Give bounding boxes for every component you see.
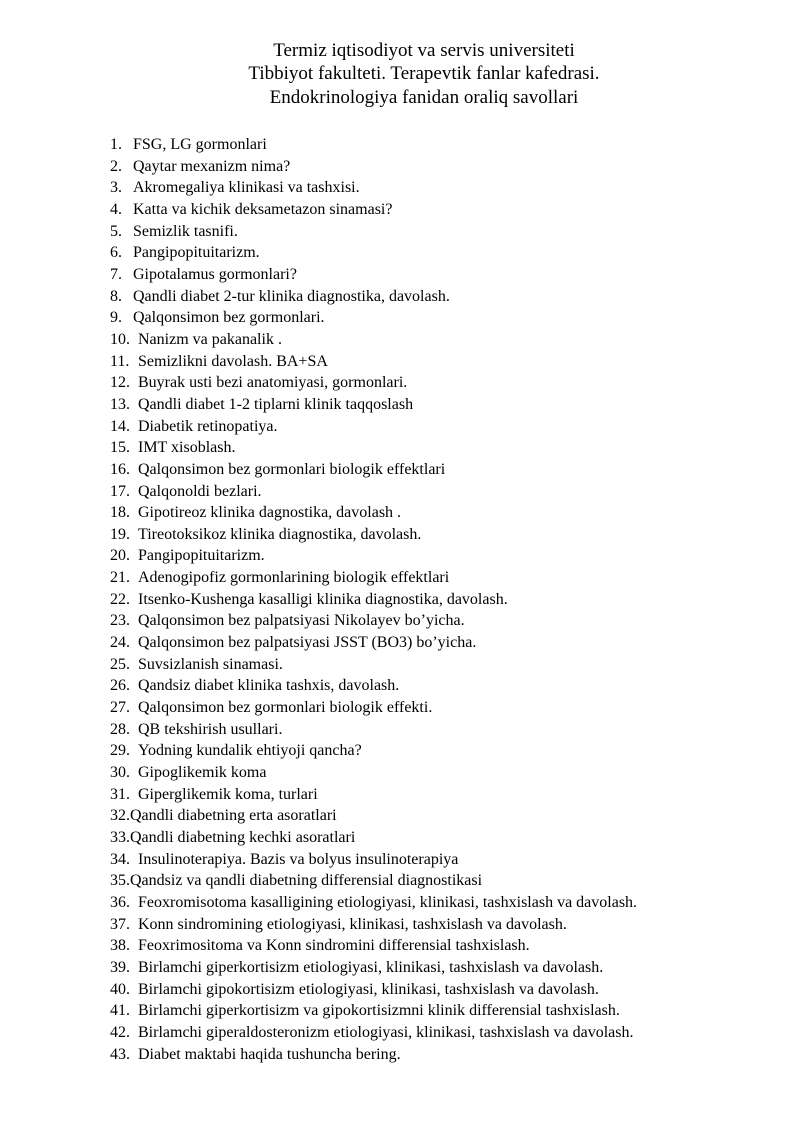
item-text: Qalqonsimon bez gormonlari biologik effektlari bbox=[138, 460, 446, 478]
item-number: 15. bbox=[110, 439, 130, 457]
item-number: 13. bbox=[110, 395, 130, 413]
item-text: Konn sindromining etiologiyasi, klinikasi, tashxislash va davolash. bbox=[138, 915, 567, 933]
item-text: Qalqonsimon bez palpatsiyasi JSST (BO3) bo’yicha. bbox=[138, 634, 477, 652]
item-number: 30. bbox=[110, 764, 130, 782]
item-text: Giperglikemik koma, turlari bbox=[138, 785, 318, 803]
item-text: Adenogipofiz gormonlarining biologik effektlari bbox=[138, 569, 450, 587]
list-item bbox=[110, 740, 637, 762]
item-text: Insulinoterapiya. Bazis va bolyus insulinoterapiya bbox=[138, 850, 459, 868]
item-text: Qandli diabetning erta asoratlari bbox=[130, 807, 337, 825]
item-number: 33. bbox=[110, 829, 130, 846]
item-number: 26. bbox=[110, 677, 130, 695]
list-item bbox=[110, 719, 637, 741]
item-text: IMT xisoblash. bbox=[138, 439, 236, 457]
item-text: Itsenko-Kushenga kasalligi klinika diagnostika, davolash. bbox=[138, 590, 508, 608]
list-item bbox=[110, 459, 637, 481]
item-number: 10. bbox=[110, 330, 130, 348]
list-item bbox=[110, 1022, 637, 1044]
list-item bbox=[110, 242, 637, 264]
faculty-department: Tibbiyot fakulteti. Terapevtik fanlar kafedrasi. bbox=[248, 63, 600, 85]
item-text: Qaytar mexanizm nima? bbox=[133, 157, 291, 175]
list-item bbox=[110, 567, 637, 589]
list-item bbox=[110, 762, 637, 784]
item-number: 5. bbox=[110, 222, 122, 240]
item-text: Diabetik retinopatiya. bbox=[138, 417, 278, 435]
item-text: Semizlik tasnifi. bbox=[133, 222, 238, 240]
list-item bbox=[110, 675, 637, 697]
list-item bbox=[110, 610, 637, 632]
item-number: 35. bbox=[110, 872, 130, 890]
list-item bbox=[110, 264, 637, 286]
item-number: 12. bbox=[110, 374, 130, 392]
list-item bbox=[110, 697, 637, 719]
item-text: Qalqonsimon bez gormonlari biologik effekti. bbox=[138, 699, 433, 717]
item-number: 42. bbox=[110, 1023, 130, 1041]
list-item bbox=[110, 935, 637, 957]
list-item bbox=[110, 870, 637, 892]
list-item bbox=[110, 914, 637, 936]
list-item bbox=[110, 654, 637, 676]
item-text: Birlamchi giperaldosteronizm etiologiyasi, klinikasi, tashxislash va davolash. bbox=[138, 1023, 634, 1041]
list-item bbox=[110, 221, 637, 243]
list-item bbox=[110, 1000, 637, 1022]
question-list bbox=[110, 134, 637, 1065]
item-text: Nanizm va pakanalik . bbox=[138, 330, 282, 348]
list-item bbox=[110, 437, 637, 459]
item-number: 21. bbox=[110, 569, 130, 587]
item-text: FSG, LG gormonlari bbox=[133, 136, 267, 153]
list-item bbox=[110, 805, 637, 827]
item-number: 8. bbox=[110, 287, 122, 305]
item-number: 9. bbox=[110, 309, 122, 327]
item-text: Feoxromisotoma kasalligining etiologiyasi, klinikasi, tashxislash va davolash. bbox=[138, 893, 638, 911]
item-number: 39. bbox=[110, 958, 130, 976]
item-text: Birlamchi gipokortisizm etiologiyasi, klinikasi, tashxislash va davolash. bbox=[138, 980, 599, 998]
item-number: 11. bbox=[110, 352, 130, 370]
item-number: 6. bbox=[110, 244, 122, 262]
list-item bbox=[110, 286, 637, 308]
document-header bbox=[0, 39, 800, 109]
item-text: Katta va kichik deksametazon sinamasi? bbox=[133, 200, 393, 218]
item-text: Qalqonsimon bez gormonlari. bbox=[133, 309, 325, 327]
list-item bbox=[110, 827, 637, 849]
item-number: 2. bbox=[110, 157, 122, 175]
list-item bbox=[110, 199, 637, 221]
item-number: 14. bbox=[110, 417, 130, 435]
list-item bbox=[110, 849, 637, 871]
item-text: Qandsiz diabet klinika tashxis, davolash. bbox=[138, 677, 400, 695]
list-item bbox=[110, 502, 637, 524]
list-item bbox=[110, 372, 637, 394]
item-number: 36. bbox=[110, 893, 130, 911]
item-number: 31. bbox=[110, 785, 130, 803]
item-number: 20. bbox=[110, 547, 130, 565]
item-text: Feoxrimositoma va Konn sindromini differensial tashxislash. bbox=[138, 937, 530, 955]
list-item bbox=[110, 134, 637, 156]
item-number: 18. bbox=[110, 504, 130, 522]
list-item bbox=[110, 394, 637, 416]
list-item bbox=[110, 416, 637, 438]
item-text: Birlamchi giperkortisizm etiologiyasi, klinikasi, tashxislash va davolash. bbox=[138, 958, 604, 976]
list-item bbox=[110, 784, 637, 806]
item-text: Qandli diabet 1-2 tiplarni klinik taqqoslash bbox=[138, 395, 414, 413]
item-text: Gipotalamus gormonlari? bbox=[133, 265, 297, 283]
list-item bbox=[110, 1044, 637, 1066]
item-number: 43. bbox=[110, 1045, 130, 1063]
list-item bbox=[110, 589, 637, 611]
item-text: Pangipopituitarizm. bbox=[138, 547, 265, 565]
list-item bbox=[110, 979, 637, 1001]
list-item bbox=[110, 957, 637, 979]
item-text: Gipotireoz klinika dagnostika, davolash . bbox=[138, 504, 402, 522]
item-text: Buyrak usti bezi anatomiyasi, gormonlari. bbox=[138, 374, 408, 392]
item-number: 23. bbox=[110, 612, 130, 630]
list-item bbox=[110, 307, 637, 329]
item-text: Akromegaliya klinikasi va tashxisi. bbox=[133, 179, 360, 197]
item-number: 4. bbox=[110, 200, 122, 218]
item-text: Tireotoksikoz klinika diagnostika, davolash. bbox=[138, 525, 422, 543]
item-text: Qandli diabetning kechki asoratlari bbox=[130, 829, 356, 846]
item-text: Qandsiz va qandli diabetning differensial diagnostikasi bbox=[130, 872, 483, 890]
item-number: 29. bbox=[110, 742, 130, 760]
list-item bbox=[110, 351, 637, 373]
list-item bbox=[110, 329, 637, 351]
item-number: 1. bbox=[110, 136, 122, 153]
item-text: Gipoglikemik koma bbox=[138, 764, 267, 782]
list-item bbox=[110, 481, 637, 503]
list-item bbox=[110, 632, 637, 654]
item-number: 7. bbox=[110, 265, 122, 283]
item-number: 19. bbox=[110, 525, 130, 543]
item-text: Pangipopituitarizm. bbox=[133, 244, 260, 262]
item-text: Yodning kundalik ehtiyoji qancha? bbox=[138, 742, 362, 760]
item-number: 17. bbox=[110, 482, 130, 500]
item-number: 24. bbox=[110, 634, 130, 652]
list-item bbox=[110, 156, 637, 178]
item-number: 22. bbox=[110, 590, 130, 608]
item-number: 27. bbox=[110, 699, 130, 717]
item-text: Birlamchi giperkortisizm va gipokortisizmni klinik differensial tashxislash. bbox=[138, 1002, 620, 1020]
item-number: 41. bbox=[110, 1002, 130, 1020]
list-item bbox=[110, 177, 637, 199]
item-number: 38. bbox=[110, 937, 130, 955]
list-item bbox=[110, 892, 637, 914]
item-text: Qalqonoldi bezlari. bbox=[138, 482, 262, 500]
item-number: 16. bbox=[110, 460, 130, 478]
item-text: Qalqonsimon bez palpatsiyasi Nikolayev bo’yicha. bbox=[138, 612, 465, 630]
list-item bbox=[110, 524, 637, 546]
item-number: 25. bbox=[110, 655, 130, 673]
item-text: Suvsizlanish sinamasi. bbox=[138, 655, 283, 673]
item-text: Qandli diabet 2-tur klinika diagnostika, davolash. bbox=[133, 287, 450, 305]
item-text: QB tekshirish usullari. bbox=[138, 720, 283, 738]
item-number: 40. bbox=[110, 980, 130, 998]
item-number: 32. bbox=[110, 807, 130, 825]
item-text: Semizlikni davolash. BA+SA bbox=[138, 352, 328, 370]
list-item bbox=[110, 545, 637, 567]
item-number: 37. bbox=[110, 915, 130, 933]
item-text: Diabet maktabi haqida tushuncha bering. bbox=[138, 1045, 401, 1063]
university-name: Termiz iqtisodiyot va servis universiteti bbox=[273, 40, 575, 61]
item-number: 34. bbox=[110, 850, 130, 868]
document-title: Endokrinologiya fanidan oraliq savollari bbox=[269, 86, 579, 108]
item-number: 28. bbox=[110, 720, 130, 738]
item-number: 3. bbox=[110, 179, 122, 197]
